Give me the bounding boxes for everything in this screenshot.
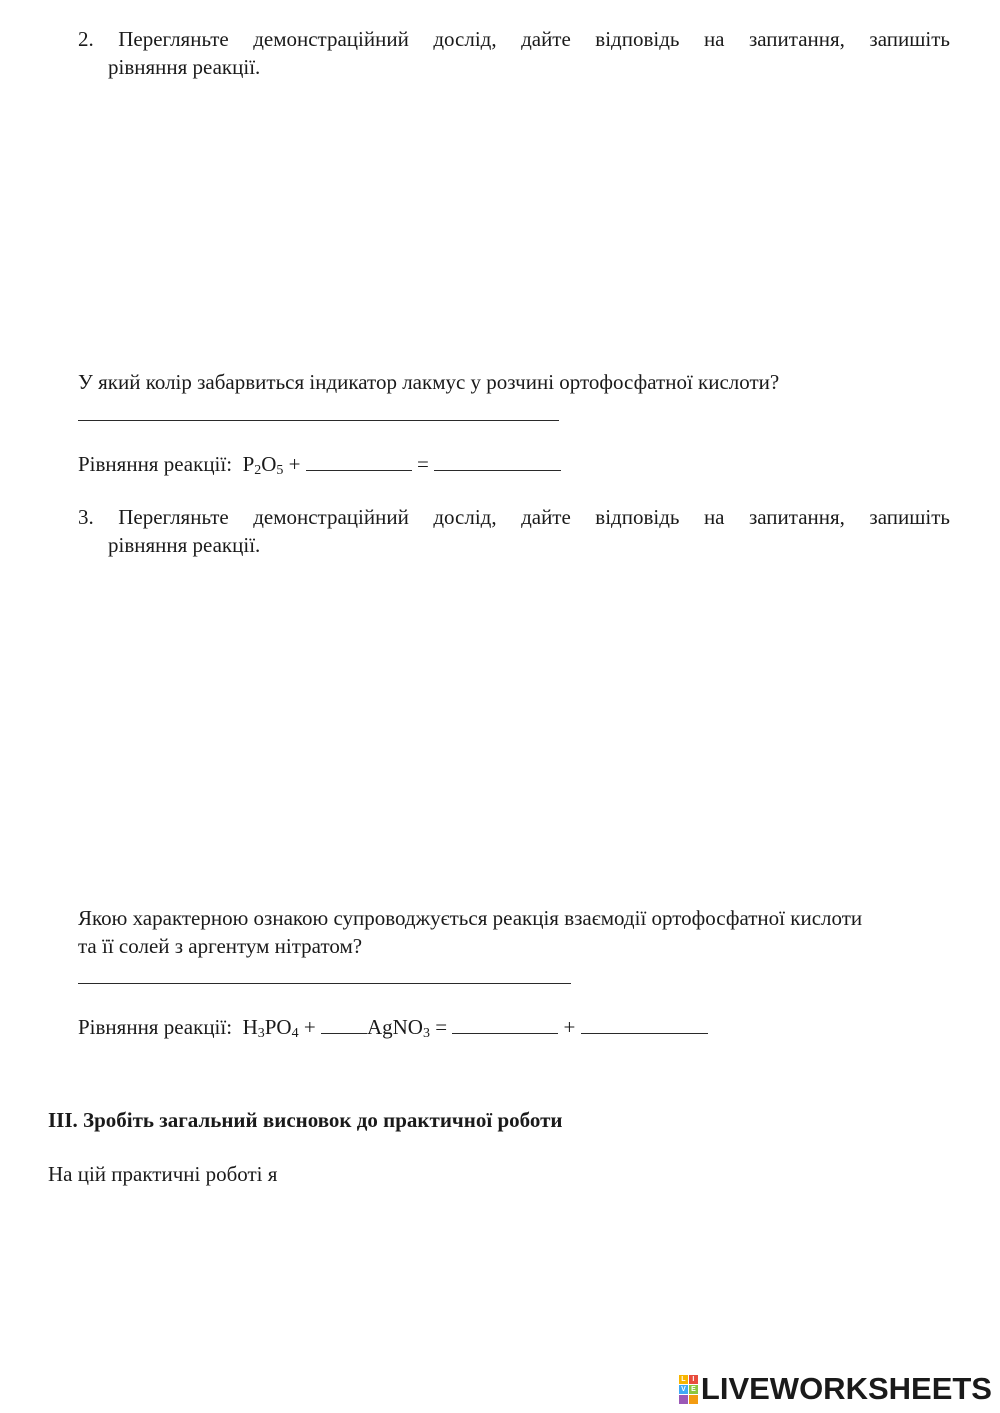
task-2-word: запитання,: [748, 27, 845, 51]
task-3-line-2: рівняння реакції.: [108, 533, 261, 557]
answer-line-litmus[interactable]: [78, 420, 559, 421]
task-3-word: демонстраційний: [253, 505, 409, 529]
task-2-number: 2.: [78, 27, 94, 51]
task-2-word: демонстраційний: [253, 27, 409, 51]
formula-part: PO: [264, 1015, 292, 1039]
task-2-line-2: рівняння реакції.: [108, 55, 261, 79]
answer-line-silver-nitrate[interactable]: [78, 983, 571, 984]
task-2: [78, 25, 950, 81]
task-3-line-1: [78, 503, 950, 531]
equation-1-label: Рівняння реакції:: [78, 452, 233, 476]
formula-subscript: 3: [257, 1026, 265, 1041]
formula-subscript: 5: [276, 463, 284, 478]
equation-2-blank-product-1[interactable]: [452, 1013, 558, 1034]
task-2-word: дайте: [521, 27, 571, 51]
task-3: [78, 503, 950, 559]
task-2-word: відповідь: [595, 27, 680, 51]
logo-tile: I: [689, 1375, 698, 1384]
logo-text: LIVEWORKSHEETS: [700, 1371, 992, 1406]
logo-tile: V: [679, 1385, 688, 1394]
task-3-word: відповідь: [595, 505, 680, 529]
question-2-line-2: та її солей з аргентум нітратом?: [78, 934, 363, 958]
equation-2-formula: [243, 1015, 299, 1039]
equation-2-label: Рівняння реакції:: [78, 1015, 233, 1039]
task-3-word: дайте: [521, 505, 571, 529]
equation-2: [78, 1013, 708, 1041]
equation-2-blank-product-2[interactable]: [581, 1013, 708, 1034]
task-2-word: на: [703, 27, 725, 51]
formula-subscript: 2: [254, 463, 262, 478]
task-3-word: запитання,: [748, 505, 845, 529]
formula-part: AgNO: [366, 1015, 423, 1039]
equation-1-blank-reagent[interactable]: [306, 450, 412, 471]
task-3-word: Перегляньте: [118, 505, 229, 529]
formula-part: O: [261, 452, 277, 476]
logo-tile: [679, 1395, 688, 1404]
equation-1-formula: [243, 452, 284, 476]
plus-sign: +: [288, 452, 301, 476]
task-3-word: дослід,: [433, 505, 497, 529]
equals-sign: =: [417, 452, 429, 476]
equation-2-agno3: [367, 1015, 430, 1039]
formula-part: H: [242, 1015, 258, 1039]
question-silver-nitrate: [78, 904, 862, 960]
equation-2-blank-coefficient[interactable]: [321, 1013, 367, 1034]
logo-tile: [689, 1395, 698, 1404]
task-2-word: Перегляньте: [118, 27, 229, 51]
conclusion-prompt: На цій практичні роботі я: [48, 1162, 278, 1186]
formula-part: P: [242, 452, 255, 476]
equals-sign: =: [435, 1015, 448, 1039]
task-2-word: дослід,: [433, 27, 497, 51]
equation-1-blank-product[interactable]: [434, 450, 561, 471]
equation-1: [78, 450, 561, 478]
liveworksheets-logo: [679, 1371, 992, 1407]
question-litmus: У який колір забарвиться індикатор лакмус у розчині ортофосфатної кислоти?: [78, 370, 780, 394]
logo-tile: E: [689, 1385, 698, 1394]
question-2-line-1: Якою характерною ознакою супроводжується реакція взаємодії ортофосфатної кислоти: [78, 906, 863, 930]
logo-tile: L: [679, 1375, 688, 1384]
plus-sign: +: [303, 1015, 316, 1039]
task-2-line-1: [78, 25, 950, 53]
task-3-word: на: [703, 505, 725, 529]
formula-subscript: 4: [291, 1026, 299, 1041]
task-3-word: запишіть: [869, 505, 950, 529]
logo-mark-icon: [679, 1375, 698, 1404]
task-2-word: запишіть: [869, 27, 950, 51]
section-3-heading: III. Зробіть загальний висновок до практичної роботи: [48, 1108, 563, 1132]
plus-sign: +: [563, 1015, 576, 1039]
task-3-number: 3.: [78, 505, 94, 529]
formula-subscript: 3: [422, 1026, 430, 1041]
